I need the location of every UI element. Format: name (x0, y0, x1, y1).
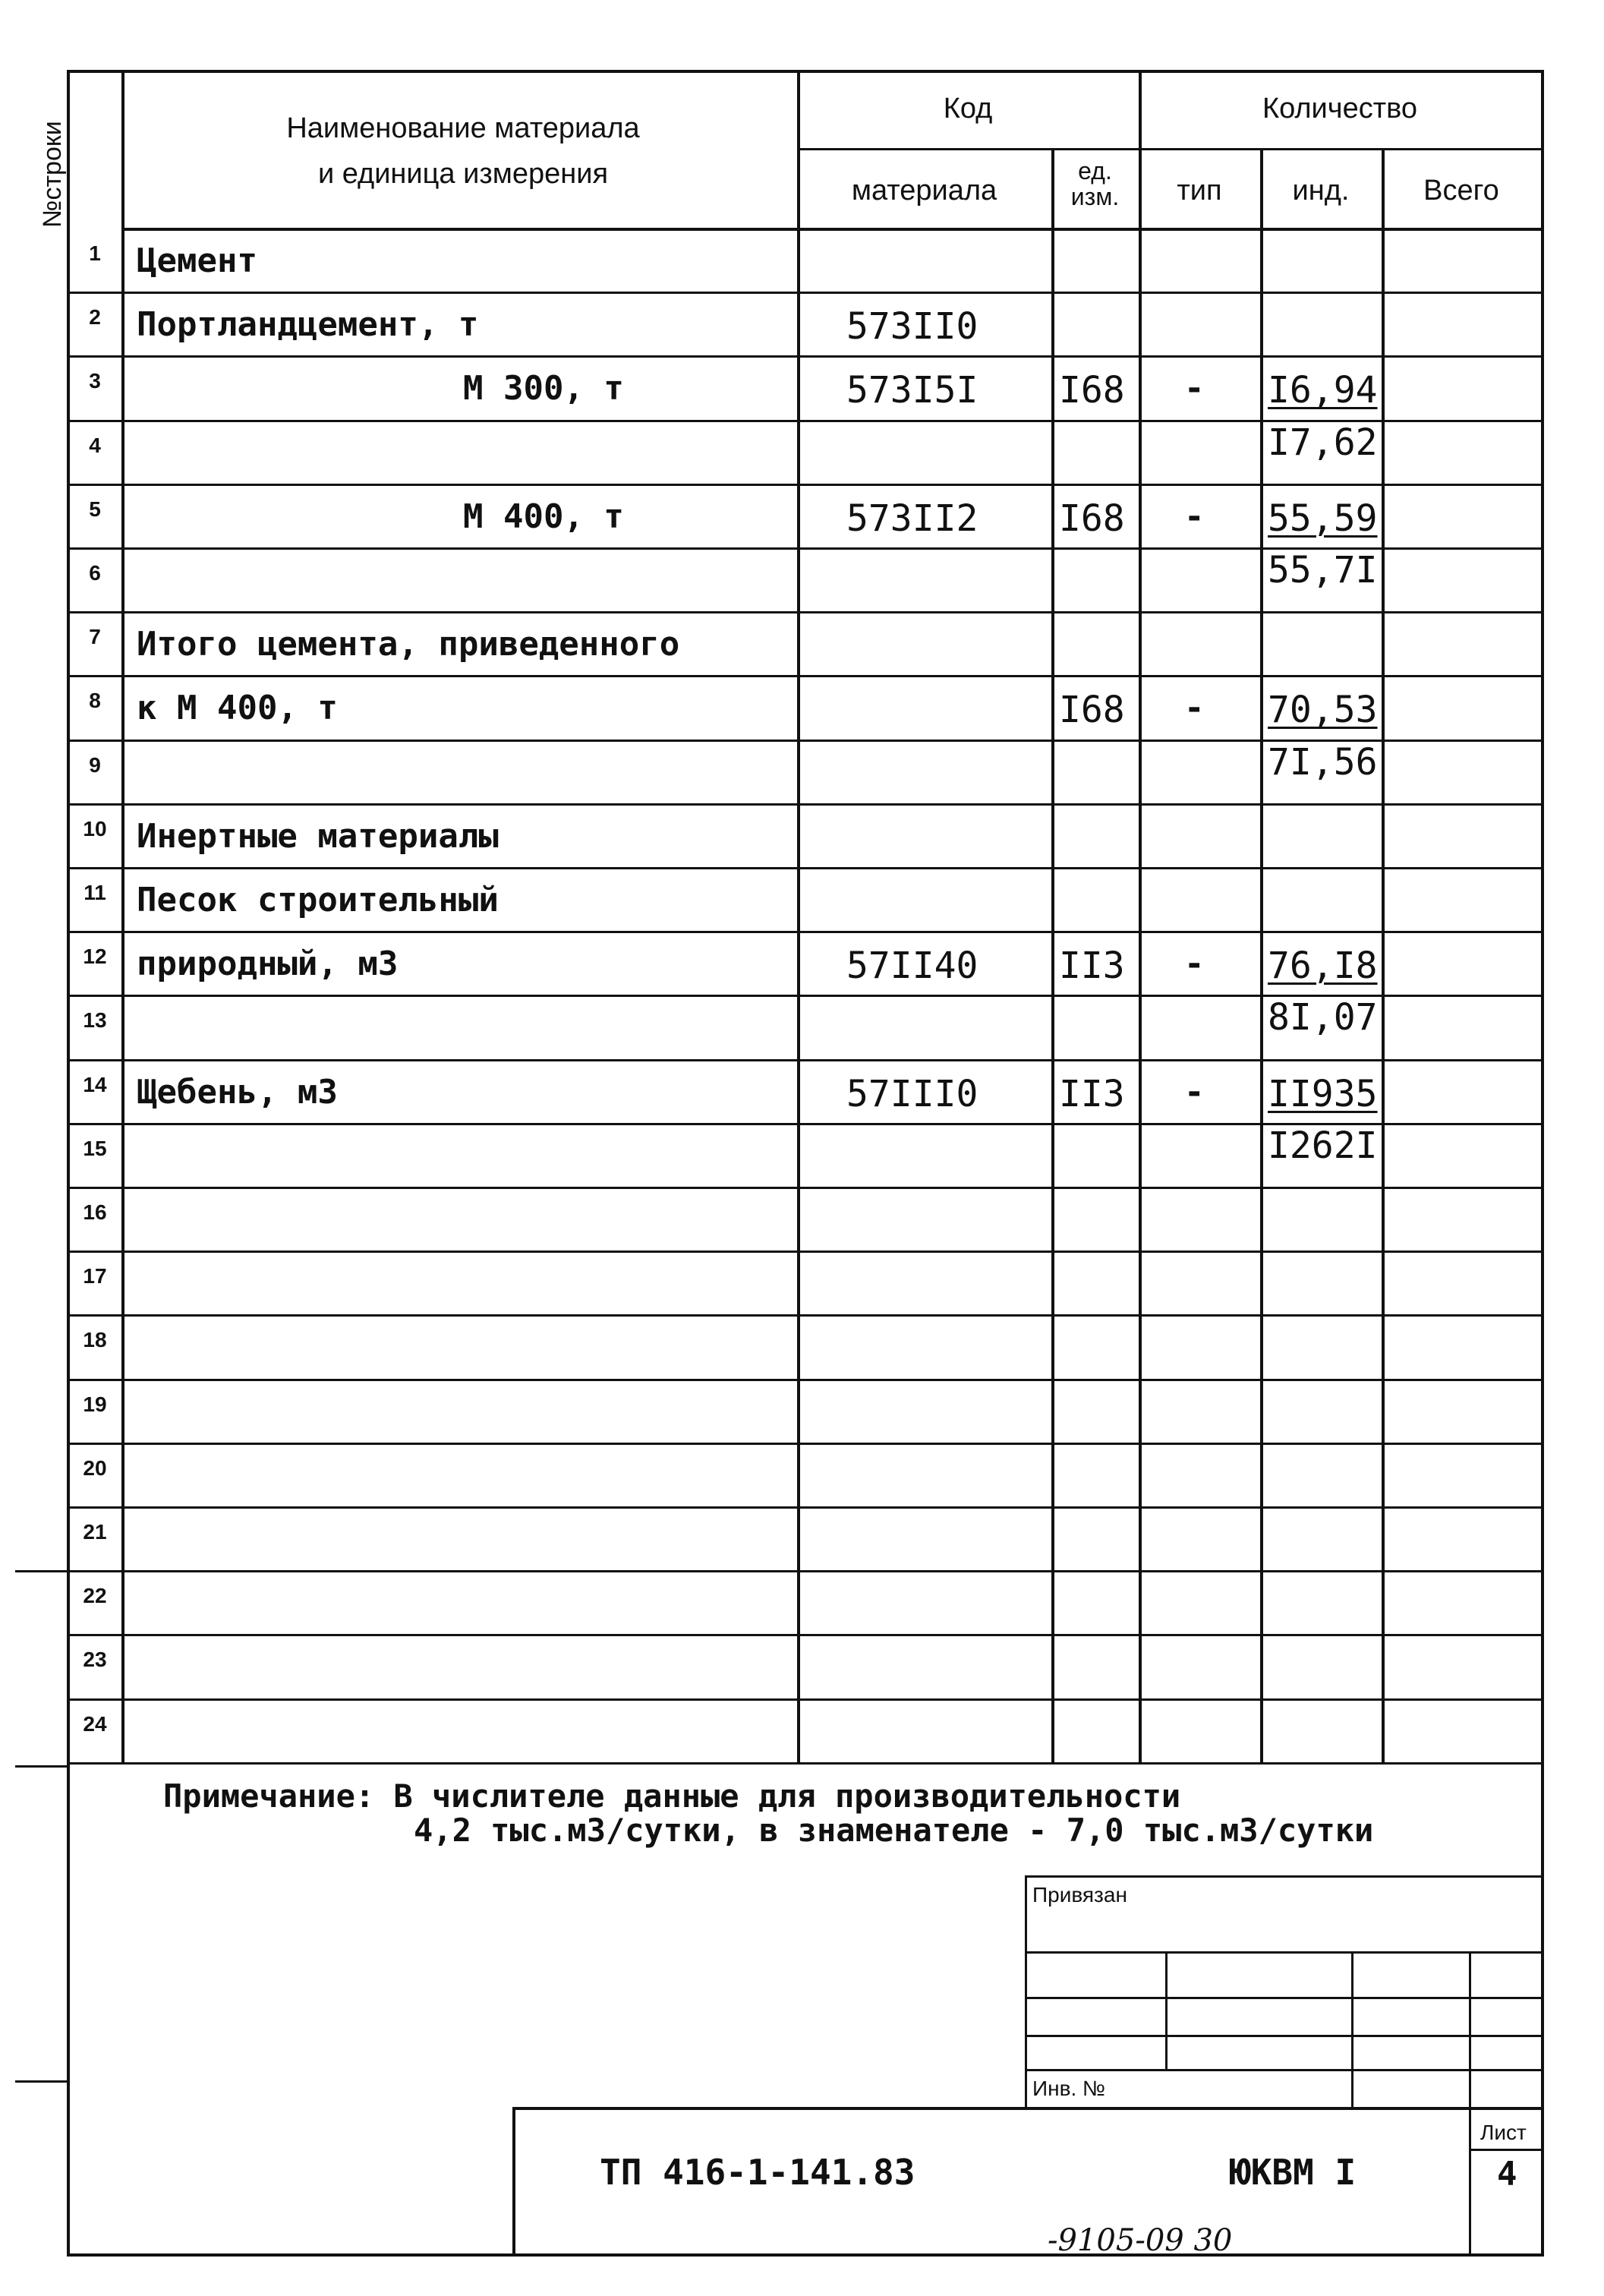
row-line (121, 1570, 1541, 1572)
material-name: Песок строительный (137, 881, 499, 919)
material-name: М 300, т (463, 369, 624, 408)
material-name: М 400, т (463, 497, 624, 536)
row-num-line (67, 1314, 121, 1317)
row-number: 1 (89, 241, 101, 265)
row-num-line (67, 1506, 121, 1509)
row-number: 18 (83, 1328, 107, 1352)
row-number: 5 (89, 497, 101, 521)
row-number: 21 (83, 1520, 107, 1544)
quantity-type: - (1184, 497, 1205, 536)
row-number: 12 (83, 945, 107, 969)
stamp-line (1025, 1951, 1541, 1954)
row-line (121, 931, 1541, 933)
title-left (512, 2107, 515, 2253)
quantity-type: - (1184, 369, 1205, 408)
bound-label: Привязан (1032, 1883, 1127, 1906)
row-number: 16 (83, 1200, 107, 1224)
row-num-line (67, 420, 121, 422)
stamp-left (1025, 1875, 1027, 2107)
row-line (121, 1187, 1541, 1189)
code-header: Код (943, 93, 993, 125)
frame-tick (15, 1765, 68, 1768)
row-number: 23 (83, 1648, 107, 1672)
frame-bottom (67, 2253, 1544, 2257)
row-num-line (67, 803, 121, 806)
stamp-line (1025, 2035, 1541, 2037)
handwritten-footer: -9105-09 30 (1048, 2223, 1233, 2258)
sheet-split (1469, 2149, 1541, 2151)
code-material-header: материала (851, 175, 997, 207)
row-line (121, 1379, 1541, 1381)
quantity-ind: 55,7I (1268, 549, 1378, 591)
col-line (1382, 148, 1385, 1762)
quantity-type: - (1184, 945, 1205, 984)
row-num-line (67, 1634, 121, 1636)
material-code: 573II0 (846, 305, 978, 348)
row-num-line (67, 1187, 121, 1189)
frame-right (1541, 1762, 1544, 2253)
document-number: ТП 416-1-141.83 (600, 2152, 915, 2193)
row-num-line (67, 1123, 121, 1125)
qty-type-header: тип (1177, 175, 1222, 207)
quantity-ind: 8I,07 (1268, 996, 1378, 1039)
material-name: Инертные материалы (137, 816, 499, 856)
header-split-line (797, 148, 1541, 150)
frame-tick (15, 1570, 68, 1572)
row-line (121, 1634, 1541, 1636)
quantity-type: - (1184, 689, 1205, 728)
header-bottom-line (121, 228, 1541, 231)
row-number: 15 (83, 1136, 107, 1160)
col-line (1051, 148, 1054, 1762)
row-num-line (67, 1059, 121, 1061)
row-num-line (67, 1379, 121, 1381)
col-line (1260, 148, 1263, 1762)
unit-code: II3 (1059, 1072, 1125, 1115)
quantity-ind: I7,62 (1268, 421, 1378, 464)
quantity-ind: 7I,56 (1268, 740, 1378, 784)
row-line (121, 675, 1541, 677)
row-num-line (67, 611, 121, 613)
stamp-top (1025, 1875, 1541, 1878)
row-number: 3 (89, 369, 101, 393)
row-num-line (67, 1762, 121, 1765)
row-number: 17 (83, 1264, 107, 1288)
row-num-line (67, 931, 121, 933)
col-line (1541, 70, 1544, 1762)
qty-ind-header: инд. (1292, 175, 1350, 207)
unit-code: I68 (1059, 369, 1125, 412)
row-number: 6 (89, 561, 101, 585)
stamp-line (1025, 2069, 1541, 2071)
sheet-col (1469, 2107, 1471, 2253)
sheet-number: 4 (1497, 2155, 1517, 2194)
row-number: 4 (89, 433, 101, 457)
material-name: Итого цемента, приведенного (137, 625, 680, 664)
material-name: к М 400, т (137, 689, 338, 728)
title-top (512, 2107, 1541, 2110)
row-number: 11 (84, 881, 106, 904)
note-line1: Примечание: В числителе данные для производительности (163, 1777, 1181, 1815)
row-num-line (67, 740, 121, 742)
quantity-ind: 55,59 (1268, 497, 1378, 540)
row-line (121, 1314, 1541, 1317)
row-number: 22 (83, 1584, 107, 1608)
row-line (121, 355, 1541, 358)
row-line (121, 292, 1541, 294)
row-num-line (67, 547, 121, 550)
inv-label: Инв. № (1032, 2077, 1106, 2100)
row-line (121, 1250, 1541, 1253)
stamp-col (1469, 1951, 1471, 2107)
material-code: 57III0 (846, 1072, 978, 1115)
material-name: Цемент (137, 241, 257, 280)
document-code: ЮКВМ I (1230, 2152, 1357, 2193)
qty-total-header: Всего (1423, 175, 1499, 207)
stamp-col (1351, 1951, 1353, 2107)
material-code: 573I5I (846, 369, 978, 412)
row-num-line (67, 484, 121, 486)
row-line (121, 1762, 1541, 1765)
row-number: 8 (89, 689, 101, 713)
unit-code: I68 (1059, 689, 1125, 732)
quantity-ind: I262I (1268, 1124, 1378, 1167)
row-number: 20 (83, 1456, 107, 1480)
material-code: 573II2 (846, 497, 978, 540)
row-num-line (67, 1443, 121, 1445)
row-num-line (67, 1570, 121, 1572)
row-line (121, 1059, 1541, 1061)
row-line (121, 803, 1541, 806)
material-code: 57II40 (846, 945, 978, 988)
row-line (121, 867, 1541, 869)
row-line (121, 484, 1541, 486)
quantity-ind: 70,53 (1268, 689, 1378, 732)
quantity-ind: 76,I8 (1268, 945, 1378, 988)
quantity-header: Количество (1262, 93, 1418, 125)
stamp-col (1165, 1951, 1168, 2069)
row-num-line (67, 1698, 121, 1701)
row-line (121, 611, 1541, 613)
frame-tick (15, 2080, 68, 2083)
row-num-line (67, 1250, 121, 1253)
code-unit-header: ед. изм. (1070, 157, 1120, 210)
quantity-type: - (1184, 1072, 1205, 1112)
quantity-ind: II935 (1268, 1072, 1378, 1115)
note-line2: 4,2 тыс.м3/сутки, в знаменателе - 7,0 тыс.м3/сутки (414, 1812, 1374, 1849)
row-line (121, 1443, 1541, 1445)
row-number: 24 (83, 1711, 107, 1736)
material-name: природный, м3 (137, 945, 399, 984)
row-number: 2 (89, 305, 101, 330)
frame-left (67, 1762, 70, 2253)
material-name: Щебень, м3 (137, 1072, 338, 1112)
table-top-border (67, 70, 1543, 73)
sheet-label: Лист (1480, 2121, 1527, 2144)
material-name: Портландцемент, т (137, 305, 479, 345)
row-number: 13 (83, 1008, 107, 1033)
row-number: 9 (89, 752, 101, 777)
row-number: 7 (89, 625, 101, 649)
row-number: 14 (83, 1072, 107, 1096)
row-line (121, 1698, 1541, 1701)
row-num-line (67, 995, 121, 997)
unit-code: I68 (1059, 497, 1125, 540)
unit-code: II3 (1059, 945, 1125, 988)
row-num-line (67, 292, 121, 294)
name-header-line1: Наименование материала (286, 112, 640, 144)
quantity-ind: I6,94 (1268, 369, 1378, 412)
row-num-line (67, 675, 121, 677)
row-num-line (67, 867, 121, 869)
row-line (121, 1506, 1541, 1509)
name-header-line2: и единица измерения (317, 158, 609, 190)
row-number-header: №строки (38, 121, 67, 228)
row-num-line (67, 355, 121, 358)
stamp-line (1025, 1997, 1541, 1999)
row-number: 10 (83, 816, 107, 840)
row-number: 19 (83, 1392, 107, 1416)
